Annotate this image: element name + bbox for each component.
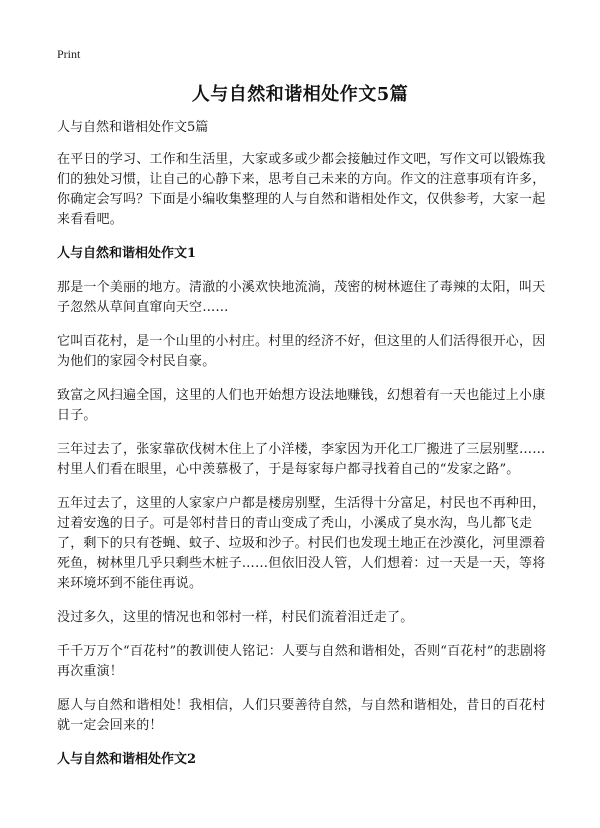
section-heading-1: 人与自然和谐相处作文1 [57,246,197,261]
paragraph: 致富之风扫遍全国，这里的人们也开始想方设法地赚钱，幻想着有一天也能过上小康日子。 [57,388,546,423]
article-subtitle: 人与自然和谐相处作文5篇 [57,120,209,135]
paragraph: 它叫百花村，是一个山里的小村庄。村里的经济不好，但这里的人们活得很开心，因为他们的家园令村民自豪。 [57,334,546,369]
paragraph: 三年过去了，张家靠砍伐树木住上了小洋楼，李家因为开化工厂搬进了三层别墅……村里人们看在眼里，心中羡慕极了，于是每家每户都寻找着自己的“发家之路”。 [57,442,546,477]
article-body [57,118,549,784]
paragraph: 那是一个美丽的地方。清澈的小溪欢快地流淌，茂密的树林遮住了毒辣的太阳，叫天子忽然从草间直窜向天空…… [57,280,546,315]
page-title: 人与自然和谐相处作文5篇 [191,84,409,105]
paragraph: 五年过去了，这里的人家家户户都是楼房别墅，生活得十分富足，村民也不再种田，过着安逸的日子。可是邻村昔日的青山变成了秃山，小溪成了臭水沟，鸟儿都飞走了，剩下的只有苍蝇、蚊子、垃圾和沙子。村民们也发现土地正在沙漠化，河里漂着死鱼，树林里几乎只剩些木桩子……但依旧没人管，人们想着：过一天是一天，等将来环境坏到不能住再说。 [57,496,546,591]
print-link[interactable]: Print [57,47,81,61]
paragraph: 千千万万个“百花村”的教训使人铭记：人要与自然和谐相处，否则“百花村”的悲剧将再次重演！ [57,644,547,679]
paragraph: 没过多久，这里的情况也和邻村一样，村民们流着泪迁走了。 [57,610,414,625]
section-heading-2: 人与自然和谐相处作文2 [57,752,197,767]
paragraph: 愿人与自然和谐相处！我相信，人们只要善待自然，与自然和谐相处，昔日的百花村就一定会回来的！ [57,698,546,733]
intro-paragraph: 在平日的学习、工作和生活里，大家或多或少都会接触过作文吧，写作文可以锻炼我们的独处习惯，让自己的心静下来，思考自己未来的方向。作文的注意事项有许多，你确定会写吗？下面是小编收集整理的人与自然和谐相处作文，仅供参考，大家一起来看看吧。 [57,152,546,227]
